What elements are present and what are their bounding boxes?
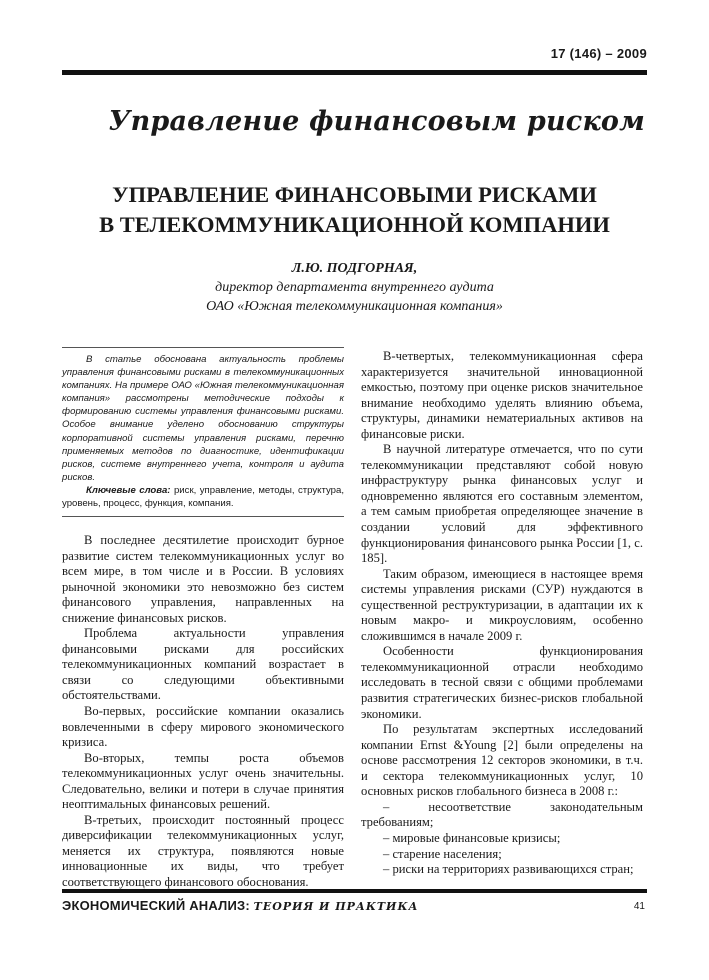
right-column — [361, 349, 643, 878]
author-name: Л.Ю. ПОДГОРНАЯ, — [291, 261, 418, 276]
journal-footer — [62, 898, 418, 913]
journal-subtitle: ТЕОРИЯ И ПРАКТИКА — [253, 900, 419, 913]
list-item: – несоответствие законодательным требованиям; — [361, 799, 643, 830]
title-line-2: В ТЕЛЕКОММУНИКАЦИОННОЙ КОМПАНИИ — [99, 212, 610, 237]
paragraph: В-четвертых, телекоммуникационная сфера характеризуется значительной инновационной емкостью, поэтому при оценке рисков значительное внимание необходимо уделять влиянию объема, структуры, динамики нематериальных активов на финансовые риски. — [361, 349, 643, 441]
author-organization: ОАО «Южная телекоммуникационная компания» — [206, 299, 503, 314]
title-line-1: УПРАВЛЕНИЕ ФИНАНСОВЫМИ РИСКАМИ — [112, 182, 597, 207]
journal-name: ЭКОНОМИЧЕСКИЙ АНАЛИЗ: — [62, 898, 250, 913]
abstract-text: В статье обоснована актуальность проблемы управления финансовыми рисками в телекоммуникационных компаниях. На примере ОАО «Южная телекоммуникационная компания» рассмотрены методические подходы к формированию системы управления финансовыми рисками. Особое внимание уделено обоснованию структуры корпоративной системы управления рисками, перечню применяемых методов по диагностике, идентификации рисков, системе внутреннего учета, контроля и аудита рисков. — [62, 354, 344, 483]
paragraph: Проблема актуальности управления финансовыми рисками для российских телекоммуникационных компаний возрастает в связи со следующими объективными обстоятельствами. — [62, 626, 344, 703]
footer-rule — [62, 889, 647, 893]
paragraph: Во-первых, российские компании оказались вовлеченными в сферу мирового экономического кризиса. — [62, 704, 344, 750]
section-heading: Управление финансовым риском — [108, 106, 645, 137]
paragraph: Во-вторых, темпы роста объемов телекоммуникационных услуг очень значительны. Следовательно, велики и потери в случае принятия неоптимальных финансовых решений. — [62, 750, 344, 812]
author-position: директор департамента внутреннего аудита — [215, 280, 494, 295]
list-item: – мировые финансовые кризисы; — [383, 830, 561, 845]
article-title — [0, 180, 709, 240]
list-item: – старение населения; — [383, 846, 502, 861]
paragraph: Особенности функционирования телекоммуникационной отрасли необходимо исследовать в тесной связи с общими проблемами развития стратегических бизнес-рисков глобальной экономики. — [361, 644, 643, 721]
page-number: 41 — [633, 901, 645, 912]
paragraph: В последнее десятилетие происходит бурное развитие систем телекоммуникационных услуг во всем мире, в том числе и в России. В условиях рыночной экономики это невозможно без систем финансового управления, направленных на снижение финансовых рисков. — [62, 533, 344, 625]
issue-number: 17 (146) – 2009 — [550, 46, 647, 61]
paragraph: Таким образом, имеющиеся в настоящее время системы управления рисками (СУР) нуждаются в существенной реструктуризации, в адаптации их к новым макро- и микроусловиям, особенно сложившимся в начале 2009 г. — [361, 566, 643, 643]
author-block — [0, 259, 709, 316]
left-column — [62, 533, 344, 891]
abstract — [62, 347, 344, 517]
header-rule — [62, 70, 647, 75]
paragraph: В-третьих, происходит постоянный процесс диверсификации телекоммуникационных услуг, меняется их структура, появляются новые инновационные их виды, что требует соответствующего финансового обоснования. — [62, 812, 344, 890]
keywords-label: Ключевые слова: — [86, 484, 171, 496]
list-item: – риски на территориях развивающихся стран; — [383, 862, 634, 877]
paragraph: В научной литературе отмечается, что по сути телекоммуникации представляют собой новую инфраструктуру рынка финансовых услуг и одновременно являются его составным элементом, а тем самым приобретая определяющее значение в создании условий для эффективного функционирования финансового рынка России [1, с. 185]. — [361, 442, 643, 566]
keywords — [62, 484, 344, 510]
paragraph: По результатам экспертных исследований компании Ernst &Young [2] были определены на основе рассмотрения 12 секторов экономики, в т.ч. и сектора телекоммуникационных услуг, 10 основных рисков глобального бизнеса в 2008 г.: — [361, 722, 643, 799]
keywords-list: риск, управление, методы, структура, уровень, процесс, функция, компания. — [62, 484, 344, 510]
